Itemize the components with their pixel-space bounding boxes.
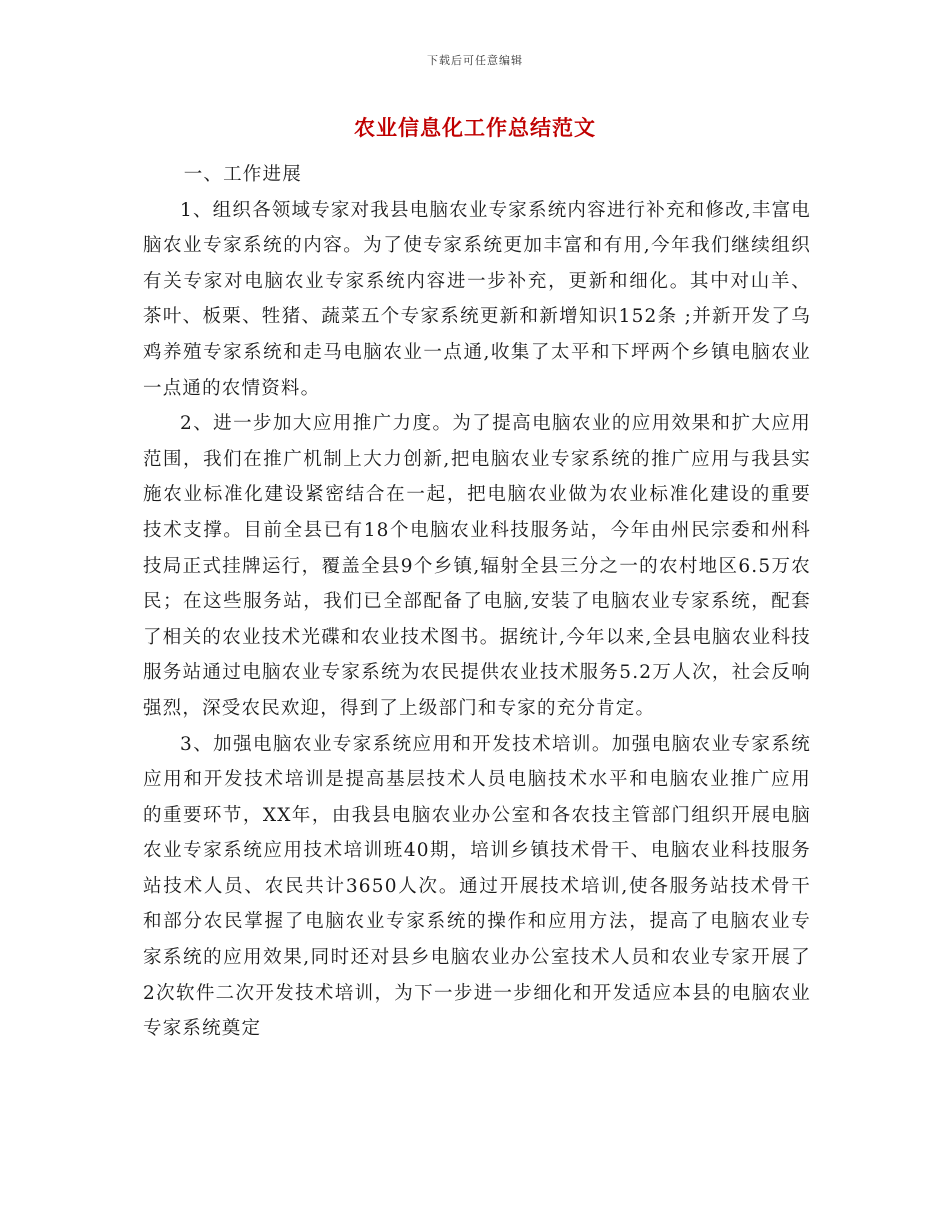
paragraph-3: 3、加强电脑农业专家系统应用和开发技术培训。加强电脑农业专家系统应用和开发技术培训是提高基层技术人员电脑技术水平和电脑农业推广应用的重要环节，XX年，由我县电脑农业办公室和各农技主管部门组织开展电脑农业专家系统应用技术培训班40期，培训乡镇技术骨干、电脑农业科技服务站技术人员、农民共计3650人次。通过开展技术培训,使各服务站技术骨干和部分农民掌握了电脑农业专家系统的操作和应用方法，提高了电脑农业专家系统的应用效果,同时还对县乡电脑农业办公室技术人员和农业专家开展了2次软件二次开发技术培训，为下一步进一步细化和开发适应本县的电脑农业专家系统奠定 — [143, 733, 811, 1040]
paragraph-1: 1、组织各领域专家对我县电脑农业专家系统内容进行补充和修改,丰富电脑农业专家系统的内容。为了使专家系统更加丰富和有用,今年我们继续组织有关专家对电脑农业专家系统内容进一步补充，更新和细化。其中对山羊、茶叶、板栗、牲猪、蔬菜五个专家系统更新和新增知识152条 ;并新开发了乌鸡养殖专家系统和走马电脑农业一点通,收集了太平和下坪两个乡镇电脑农业一点通的农情资料。 — [143, 199, 811, 399]
header-note: 下载后可任意编辑 — [427, 54, 523, 67]
section-heading: 一、工作进展 — [183, 164, 302, 185]
document-title: 农业信息化工作总结范文 — [354, 116, 596, 140]
document-body — [143, 157, 811, 1047]
paragraph-2: 2、进一步加大应用推广力度。为了提高电脑农业的应用效果和扩大应用范围，我们在推广机制上大力创新,把电脑农业专家系统的推广应用与我县实施农业标准化建设紧密结合在一起，把电脑农业做为农业标准化建设的重要技术支撑。目前全县已有18个电脑农业科技服务站，今年由州民宗委和州科技局正式挂牌运行，覆盖全县9个乡镇,辐射全县三分之一的农村地区6.5万农民；在这些服务站，我们已全部配备了电脑,安装了电脑农业专家系统，配套了相关的农业技术光碟和农业技术图书。据统计,今年以来,全县电脑农业科技服务站通过电脑农业专家系统为农民提供农业技术服务5.2万人次，社会反响强烈，深受农民欢迎，得到了上级部门和专家的充分肯定。 — [143, 413, 811, 719]
